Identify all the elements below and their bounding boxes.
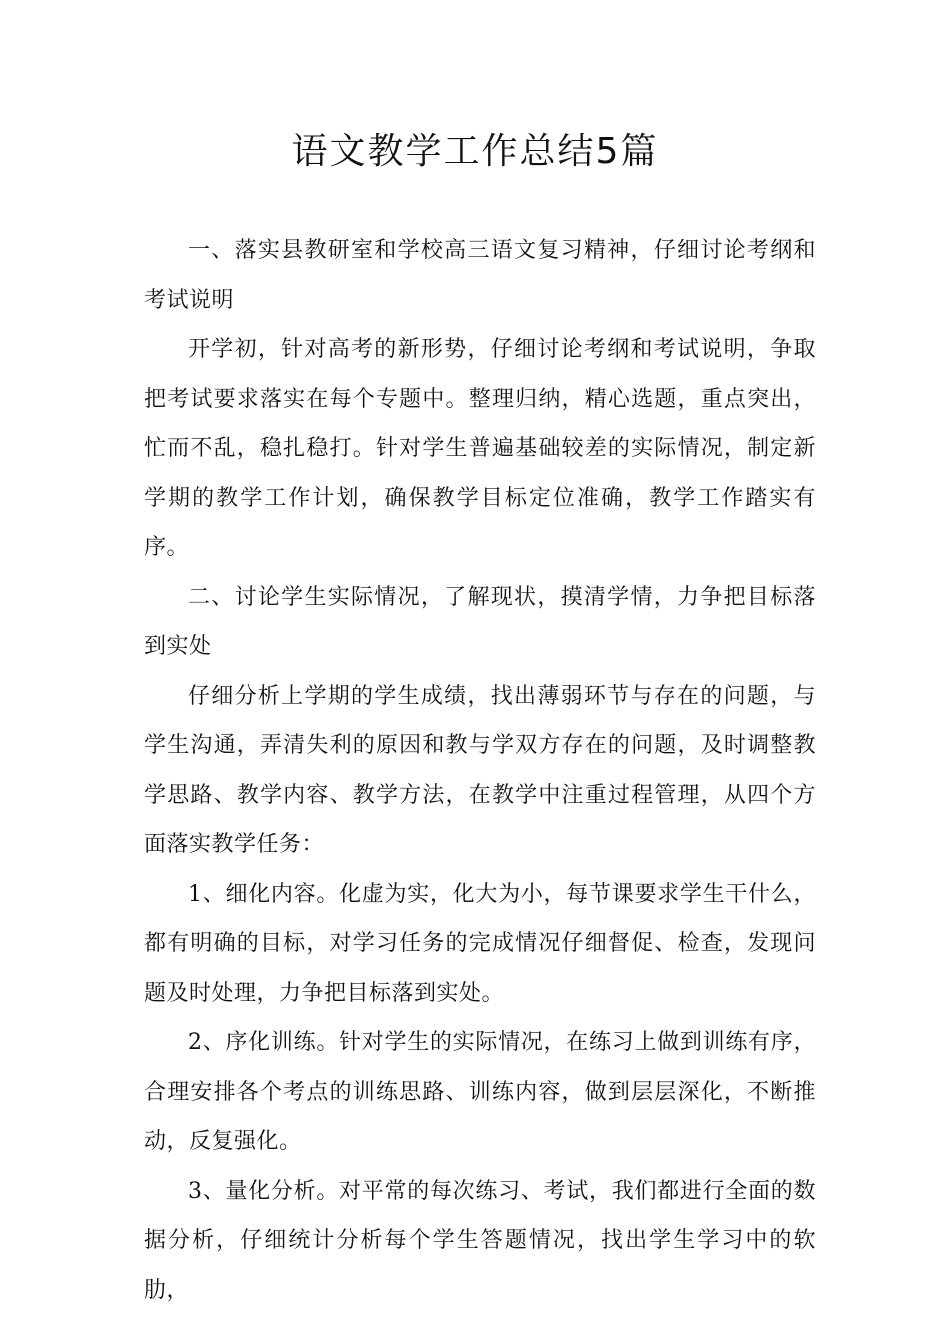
document-title: 语文教学工作总结5篇 — [291, 131, 659, 172]
paragraph: 仔细分析上学期的学生成绩，找出薄弱环节与存在的问题，与学生沟通，弄清失利的原因和教与学双方存在的问题，及时调整教学思路、教学内容、教学方法，在教学中注重过程管理，从四个方面落实教学任务： — [144, 683, 816, 857]
document-body — [144, 226, 816, 1315]
list-item: 2、序化训练。针对学生的实际情况，在练习上做到训练有序，合理安排各个考点的训练思路、训练内容，做到层层深化，不断推动，反复强化。 — [144, 1030, 816, 1154]
section-heading-1: 一、落实县教研室和学校高三语文复习精神，仔细讨论考纲和考试说明 — [144, 238, 816, 313]
paragraph: 开学初，针对高考的新形势，仔细讨论考纲和考试说明，争取把考试要求落实在每个专题中。整理归纳，精心选题，重点突出，忙而不乱，稳扎稳打。针对学生普遍基础较差的实际情况，制定新学期的教学工作计划，确保教学目标定位准确，教学工作踏实有序。 — [144, 337, 816, 560]
list-item: 1、细化内容。化虚为实，化大为小，每节课要求学生干什么，都有明确的目标，对学习任务的完成情况仔细督促、检查，发现问题及时处理，力争把目标落到实处。 — [144, 881, 816, 1006]
section-heading-2: 二、讨论学生实际情况，了解现状，摸清学情，力争把目标落到实处 — [144, 584, 816, 659]
list-item: 3、量化分析。对平常的每次练习、考试，我们都进行全面的数据分析，仔细统计分析每个学生答题情况，找出学生学习中的软肋， — [144, 1178, 816, 1303]
